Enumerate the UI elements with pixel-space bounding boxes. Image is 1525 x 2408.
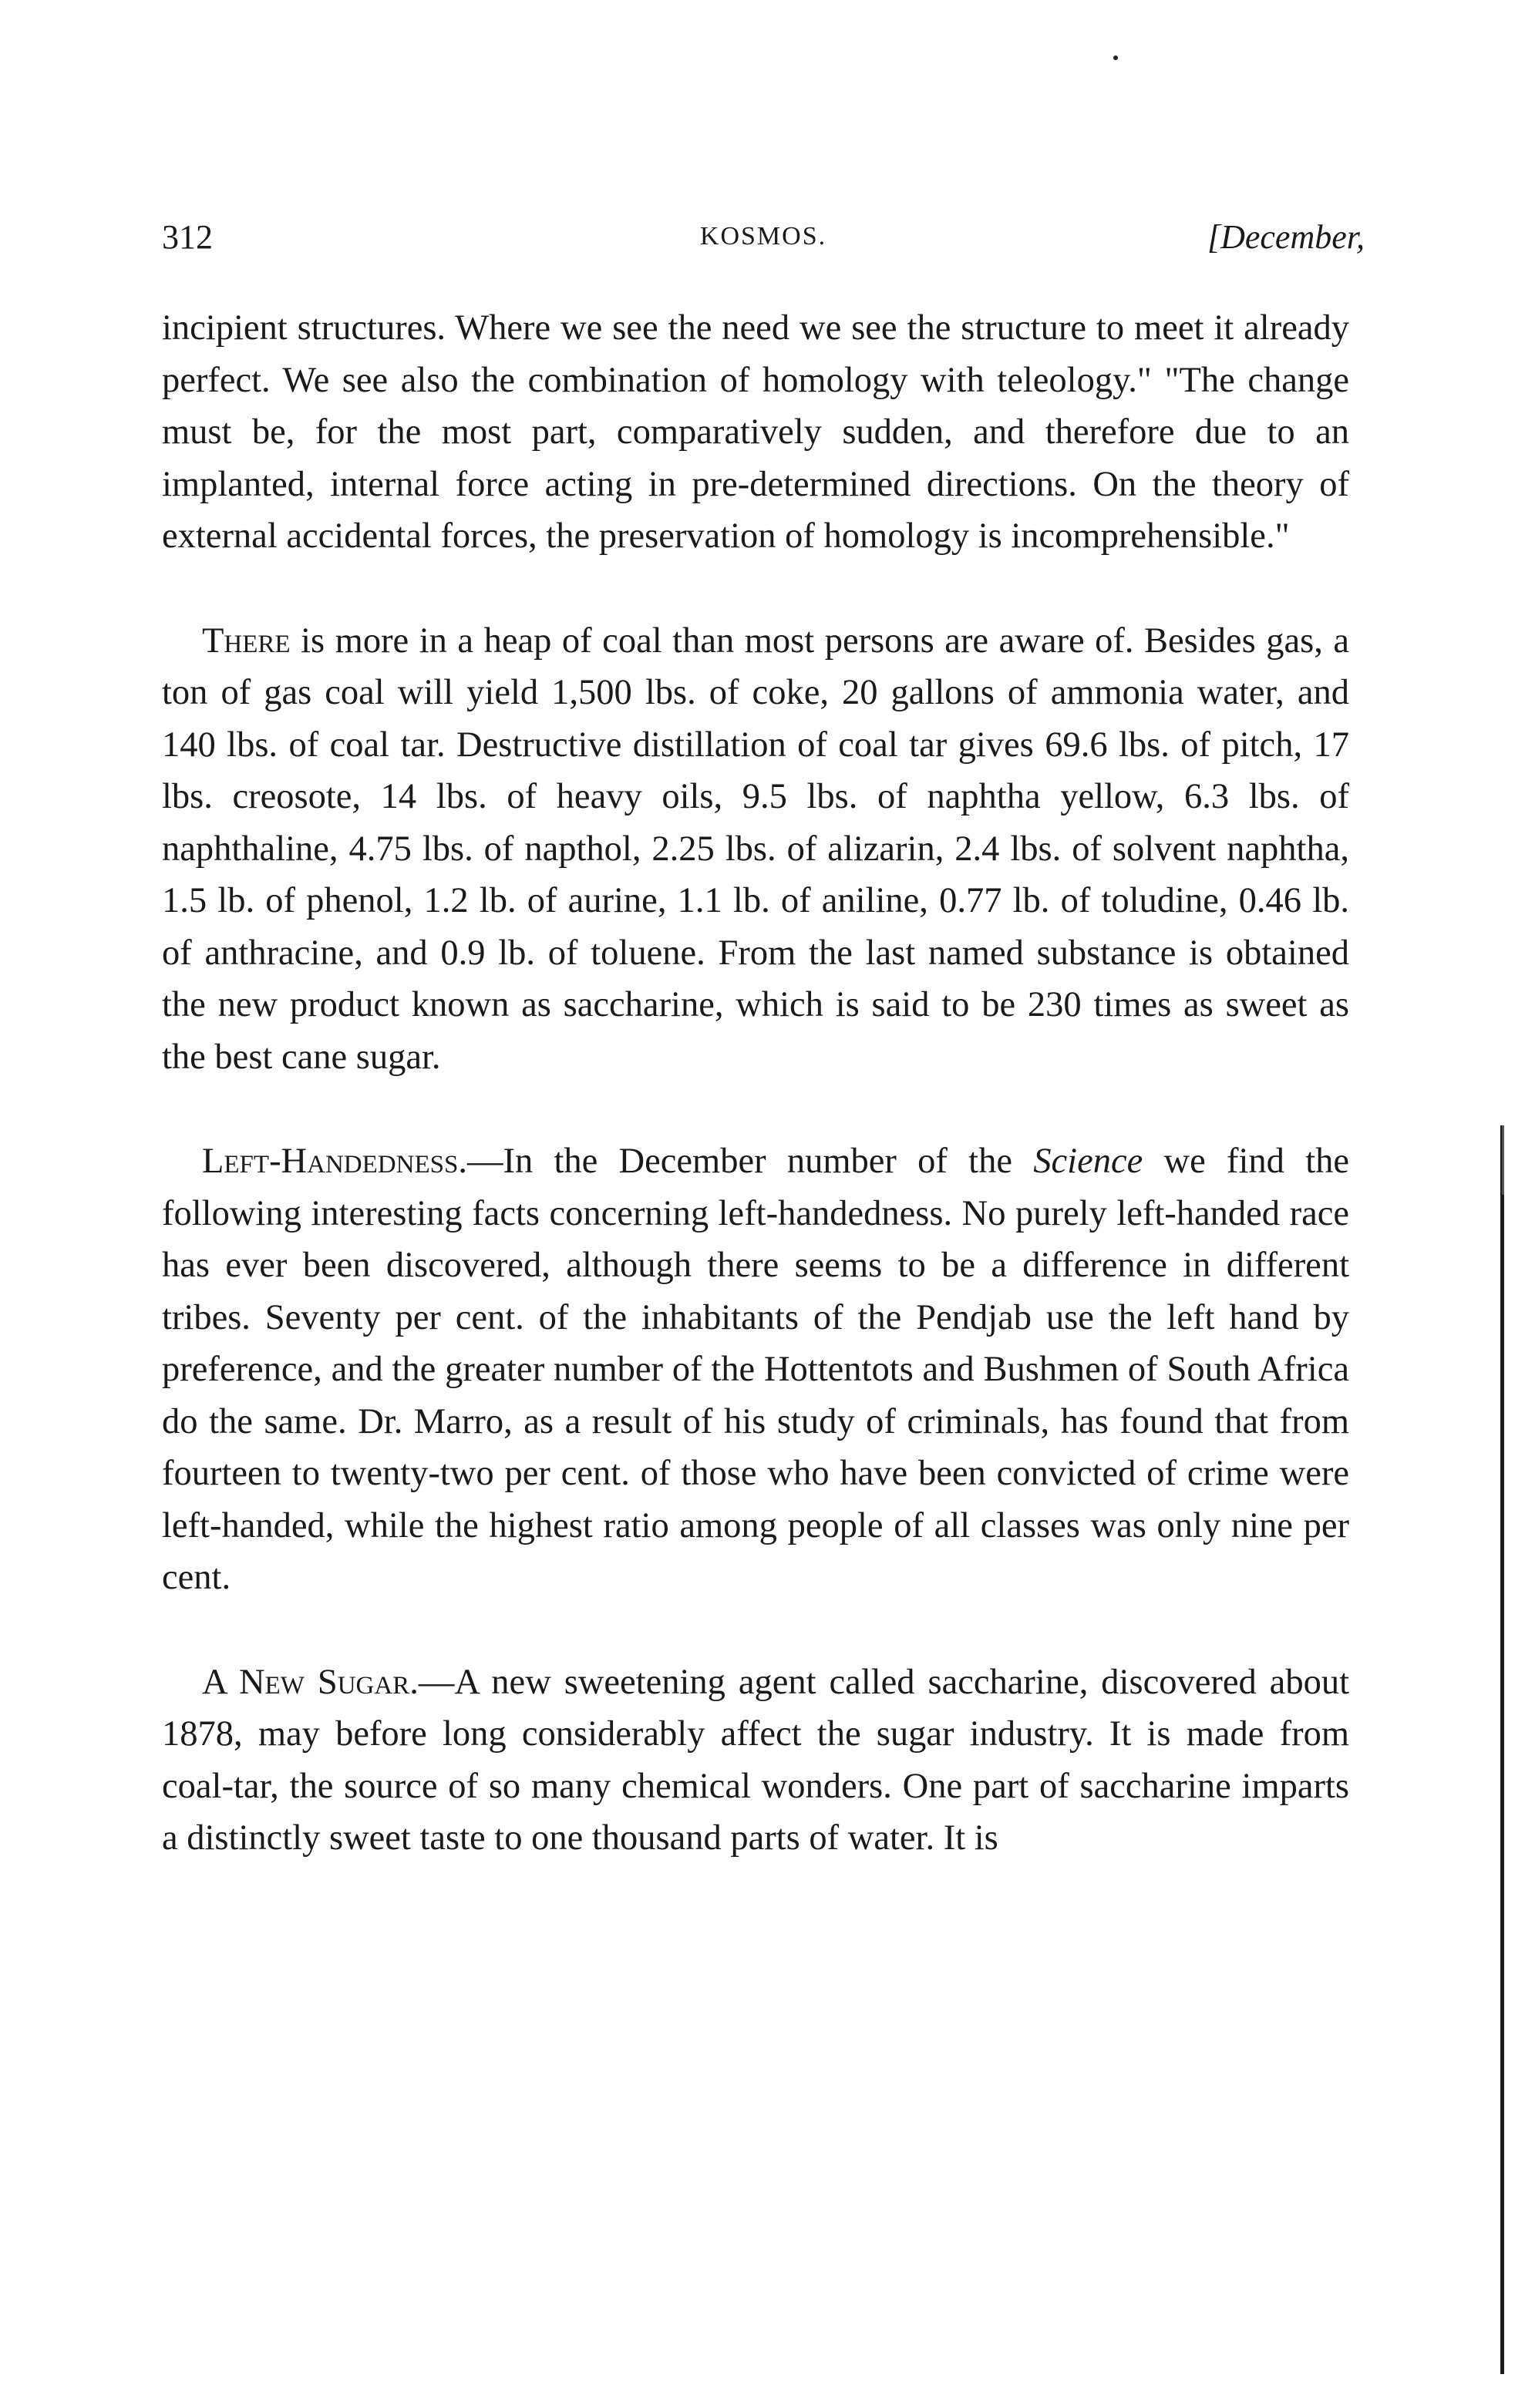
journal-title: Science <box>1033 1142 1143 1181</box>
paragraph-coal <box>162 615 1349 1084</box>
paragraph-lead: Left-Handedness. <box>202 1142 467 1181</box>
paragraph-text: incipient structures. Where we see the need we see the structure to meet it already perfect. We see also the combination of homology with teleology." "The change must be, for the most part, comparatively sudden, and therefore due to an implanted, internal force acting in pre-determined directions. On the theory of external accidental forces, the preservation of homology is incomprehensible." <box>162 308 1349 556</box>
body-text <box>162 302 1349 1865</box>
paragraph-new-sugar <box>162 1656 1349 1865</box>
running-head: KOSMOS. <box>699 222 827 251</box>
binding-edge-line <box>1500 1125 1504 2374</box>
paragraph-homology <box>162 302 1349 563</box>
header-month: [December, <box>1207 218 1365 256</box>
page-number: 312 <box>162 218 213 256</box>
paragraph-lead: There <box>202 620 291 661</box>
binding-edge-line-faint <box>1502 1125 1504 1195</box>
paragraph-text: —A new sweetening agent called saccharine, discovered about 1878, may before long considerably affect the sugar industry. It is made from coal-tar, the source of so many chemical wonders. One part of saccharine imparts a distinctly sweet taste to one thousand parts of water. It is <box>162 1662 1349 1858</box>
ink-speck <box>1113 55 1118 60</box>
paragraph-text: —In the December number of the <box>466 1142 1034 1181</box>
paragraph-text: is more in a heap of coal than most persons are aware of. Besides gas, a ton of gas coal will yield 1,500 lbs. of coke, 20 gallons of ammonia water, and 140 lbs. of coal tar. Destructive distillation of coal tar gives 69.6 lbs. of pitch, 17 lbs. creosote, 14 lbs. of heavy oils, 9.5 lbs. of naphtha yellow, 6.3 lbs. of naphthaline, 4.75 lbs. of napthol, 2.25 lbs. of alizarin, 2.4 lbs. of solvent naphtha, 1.5 lb. of phenol, 1.2 lb. of aurine, 1.1 lb. of aniline, 0.77 lb. of toludine, 0.46 lb. of anthracine, and 0.9 lb. of toluene. From the last named substance is obtained the new product known as saccharine, which is said to be 230 times as sweet as the best cane sugar. <box>162 620 1349 1077</box>
paragraph-left-handedness <box>162 1135 1349 1604</box>
paragraph-text: we find the following interesting facts concerning left-handedness. No purely left-handed race has ever been discovered, although there seems to be a difference in different tribes. Seventy per cent. of the inhabitants of the Pendjab use the left hand by preference, and the greater number of the Hottentots and Bushmen of South Africa do the same. Dr. Marro, as a result of his study of criminals, has found that from fourteen to twenty-two per cent. of those who have been convicted of crime were left-handed, while the highest ratio among people of all classes was only nine per cent. <box>162 1142 1349 1597</box>
page-header <box>162 217 1365 271</box>
paragraph-lead: A New Sugar. <box>202 1662 419 1702</box>
